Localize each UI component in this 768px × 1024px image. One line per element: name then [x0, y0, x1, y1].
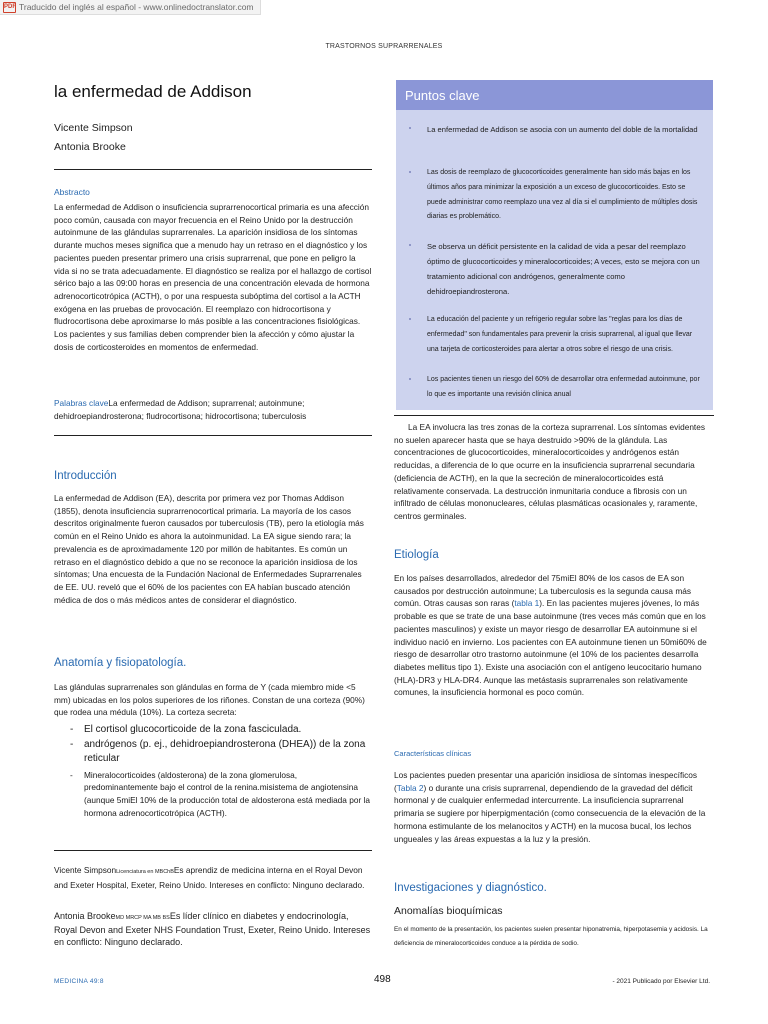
- author-note-2: [54, 910, 372, 949]
- article-title: la enfermedad de Addison: [54, 82, 252, 101]
- biochem-subheading: Anomalías bioquímicas: [394, 905, 503, 917]
- author-note-text: Es aprendiz de medicina interna en el Royal Devon and Exeter Hospital, Exeter, Reino Unido. Intereses en conflicto: Ninguno declarado.: [54, 865, 365, 890]
- etiology-heading: Etiología: [394, 549, 439, 561]
- key-point-5: Los pacientes tienen un riesgo del 60% de desarrollar otra enfermedad autoinmune, por lo que es importante una revisión clínica anual: [427, 376, 700, 398]
- author-note-name: Antonia Brooke: [54, 911, 116, 921]
- author-note-1: [54, 864, 372, 891]
- keywords: [54, 397, 372, 422]
- keywords-text: La enfermedad de Addison; suprarrenal; autoinmune; dehidroepiandrosterona; fludrocortisona; hidrocortisona; tuberculosis: [54, 398, 307, 421]
- author-1: Vicente Simpson: [54, 122, 133, 134]
- introduction-text: La enfermedad de Addison (EA), descrita por primera vez por Thomas Addison (1855), denota insuficiencia suprarrenocortical primaria. La mayoría de los casos descritos originalmente fueron causados por tuberculosis (TB), pero la etiología más común en el Reino Unido es ahora la autoinmunidad. La EA sigue siendo rara; la prevalencia es de aproximadamente 120 por millón de habitantes. Es común un retraso en el diagnóstico debido a que no se reconoce la aparición insidiosa de los síntomas; Una encuesta de la Fundación Nacional de Enfermedades Suprarrenales de EE. UU. reveló que el 60% de los pacientes con EA habían buscado atención médica de dos o más médicos antes de considerar el diagnóstico.: [54, 493, 364, 605]
- pdf-icon: PDF: [3, 2, 16, 13]
- biochem-text: En el momento de la presentación, los pacientes suelen presentar hiponatremia, hiperpotasemia y acidosis. La deficiencia de mineralocorticoides conduce a la pérdida de sodio.: [394, 926, 708, 947]
- bullet-icon: [409, 244, 411, 246]
- key-point-1: La enfermedad de Addison se asocia con un aumento del doble de la mortalidad: [427, 125, 698, 134]
- translator-text[interactable]: Traducido del inglés al español - www.onlinedoctranslator.com: [19, 2, 254, 12]
- bullet-icon: [409, 378, 411, 380]
- divider: [54, 169, 372, 170]
- zones-paragraph: La EA involucra las tres zonas de la corteza suprarrenal. Los síntomas evidentes no suelen aparecer hasta que se haya destruido >90% de la glándula. Las concentraciones de glucocorticoides, mineralocorticoides y andrógenos están reducidas, a diferencia de lo que ocurre en la insuficiencia suprarrenal secundaria (deficiencia de ACTH), en la que la secreción de mineralocorticoides está relativamente conservada. La destrucción inmunitaria conduce a fibrosis con un infiltrado de células mononucleares, células plasmáticas ocasionales y, raramente, centros germinales.: [394, 422, 706, 521]
- bullet-icon: [409, 318, 411, 320]
- clinical-text: Los pacientes pueden presentar una aparición insidiosa de síntomas inespecíficos (Tabla 2) o durante una crisis suprarrenal, dependiendo de la gravedad del déficit hormonal y de cualquier enfermedad intercurrente. La insuficiencia suprarrenal primaria se sugiere por hiperpigmentación (como consecuencia de la elevación de la hormona estimulante de los melanocitos y ACTH) en la mucosa bucal, los lechos ungueales y las áreas expuestas a la luz y la presión.: [394, 770, 706, 844]
- copyright: - 2021 Publicado por Elsevier Ltd.: [612, 978, 710, 985]
- author-note-degree: MD MRCP MA MB BS: [115, 915, 170, 921]
- clinical-heading: Características clínicas: [394, 749, 472, 758]
- table-1-link[interactable]: tabla 1: [514, 598, 540, 609]
- bullet-icon: [409, 127, 411, 129]
- page-number: 498: [374, 974, 391, 985]
- bullet-icon: [409, 171, 411, 173]
- key-point-2: Las dosis de reemplazo de glucocorticoides generalmente han sido más bajas en los últimos años para minimizar la exposición a un exceso de glucocorticoides. Esto se puede administrar como reemplazo una vez al día si el cumplimiento de múltiples dosis diarias es problemático.: [427, 169, 698, 221]
- investigations-heading: Investigaciones y diagnóstico.: [394, 882, 547, 894]
- abstract-heading: Abstracto: [54, 187, 90, 197]
- divider: [54, 435, 372, 436]
- key-points-title: Puntos clave: [396, 80, 713, 110]
- key-point-4: La educación del paciente y un refrigerio regular sobre las "reglas para los días de enfermedad" son fundamentales para prevenir la crisis suprarrenal, al igual que llevar una tarjeta de corticosteroides para alertar a otros sobre el riesgo de una crisis.: [427, 316, 693, 353]
- running-head: TRASTORNOS SUPRARRENALES: [325, 43, 443, 50]
- table-2-link[interactable]: Tabla 2: [396, 782, 424, 793]
- anatomy-text: Las glándulas suprarrenales son glándulas en forma de Y (cada miembro mide <5 mm) ubicadas en los polos superiores de los riñones. Constan de una corteza (90%) que rodea una médula (10%). La corteza secreta:: [54, 682, 365, 718]
- keywords-label: Palabras clave: [54, 398, 109, 408]
- anatomy-heading: Anatomía y fisiopatología.: [54, 657, 187, 669]
- divider: [394, 415, 714, 416]
- list-item: - andrógenos (p. ej., dehidroepiandrosterona (DHEA)) de la zona reticular: [54, 738, 372, 767]
- translator-banner[interactable]: [0, 0, 261, 15]
- abstract-text: La enfermedad de Addison o insuficiencia suprarrenocortical primaria es una afección poco común, causada con mayor frecuencia en el Reino Unido por la destrucción autoinmune de las glándulas suprarrenales. La aparición insidiosa de los síntomas durante muchos meses significa que a menudo hay un retraso en el diagnóstico y los pacientes pueden presentar primero una crisis suprarrenal, que pone en peligro la vida si no se trata adecuadamente. El diagnóstico se realiza por el hallazgo de cortisol sérico bajo a las 09:00 horas en presencia de una concentración elevada de hormona adrenocorticotrópica (ACTH), o por una respuesta subóptima del cortisol a la ACTH exógena en las pruebas de provocación. El reemplazo con hidrocortisona y fludrocortisona debe aproximarse lo más posible a las concentraciones fisiológicas. Los pacientes y sus familias deben comprender bien la afección y cómo ajustar la dosis de corticosteroides en momentos de enfermedad.: [54, 202, 372, 352]
- etiology-text: En los países desarrollados, alrededor del 75miEl 80% de los casos de EA son causados por destrucción autoinmune; La tuberculosis es la segunda causa más común. Otras causas son raras (tabla 1). En las pacientes mujeres jóvenes, lo más probable es que se trate de una base autoinmune (tres veces más común que en los pacientes masculinos) y existe un mayor riesgo de desarrollar EA autoinmune si el individuo nació en invierno. Los pacientes con EA autoinmune tienen un 50mi60% de riesgo de desarrollar otro trastorno autoinmune (el 10% de los pacientes desarrolla diabetes mellitus tipo 1). Existe una asociación con el antígeno leucocitario humano (HLA)-DR3 y HLA-DR4. Aunque las metástasis suprarrenales son relativamente comunes, la insuficiencia hormonal es poco común.: [394, 573, 707, 698]
- introduction-heading: Introducción: [54, 470, 117, 482]
- list-item: - Mineralocorticoides (aldosterona) de la zona glomerulosa, predominantemente bajo el control de la renina.misistema de angiotensina (aunque 5miEl 10% de la producción total de aldosterona está mediada por la hormona adrenocorticotrópica (ACTH).: [54, 769, 372, 820]
- author-note-degree: Licenciatura en MBChB: [116, 869, 174, 875]
- author-note-name: Vicente Simpson: [54, 865, 117, 875]
- journal-name: MEDICINA 49:8: [54, 978, 104, 985]
- key-point-3: Se observa un déficit persistente en la calidad de vida a pesar del reemplazo óptimo de glucocorticoides y mineralocorticoides; A veces, esto se mejora con un tratamiento adicional con andrógenos, generalmente como dehidroepiandrosterona.: [427, 242, 700, 296]
- list-item: - El cortisol glucocorticoide de la zona fasciculada.: [54, 723, 372, 738]
- author-note-text: Es líder clínico en diabetes y endocrinología, Royal Devon and Exeter NHS Foundation Trust, Exeter, Reino Unido. Intereses en conflicto: Ninguno declarado.: [54, 911, 371, 948]
- author-2: Antonia Brooke: [54, 141, 126, 153]
- cortex-secretion-list: [54, 723, 372, 819]
- divider: [54, 850, 372, 851]
